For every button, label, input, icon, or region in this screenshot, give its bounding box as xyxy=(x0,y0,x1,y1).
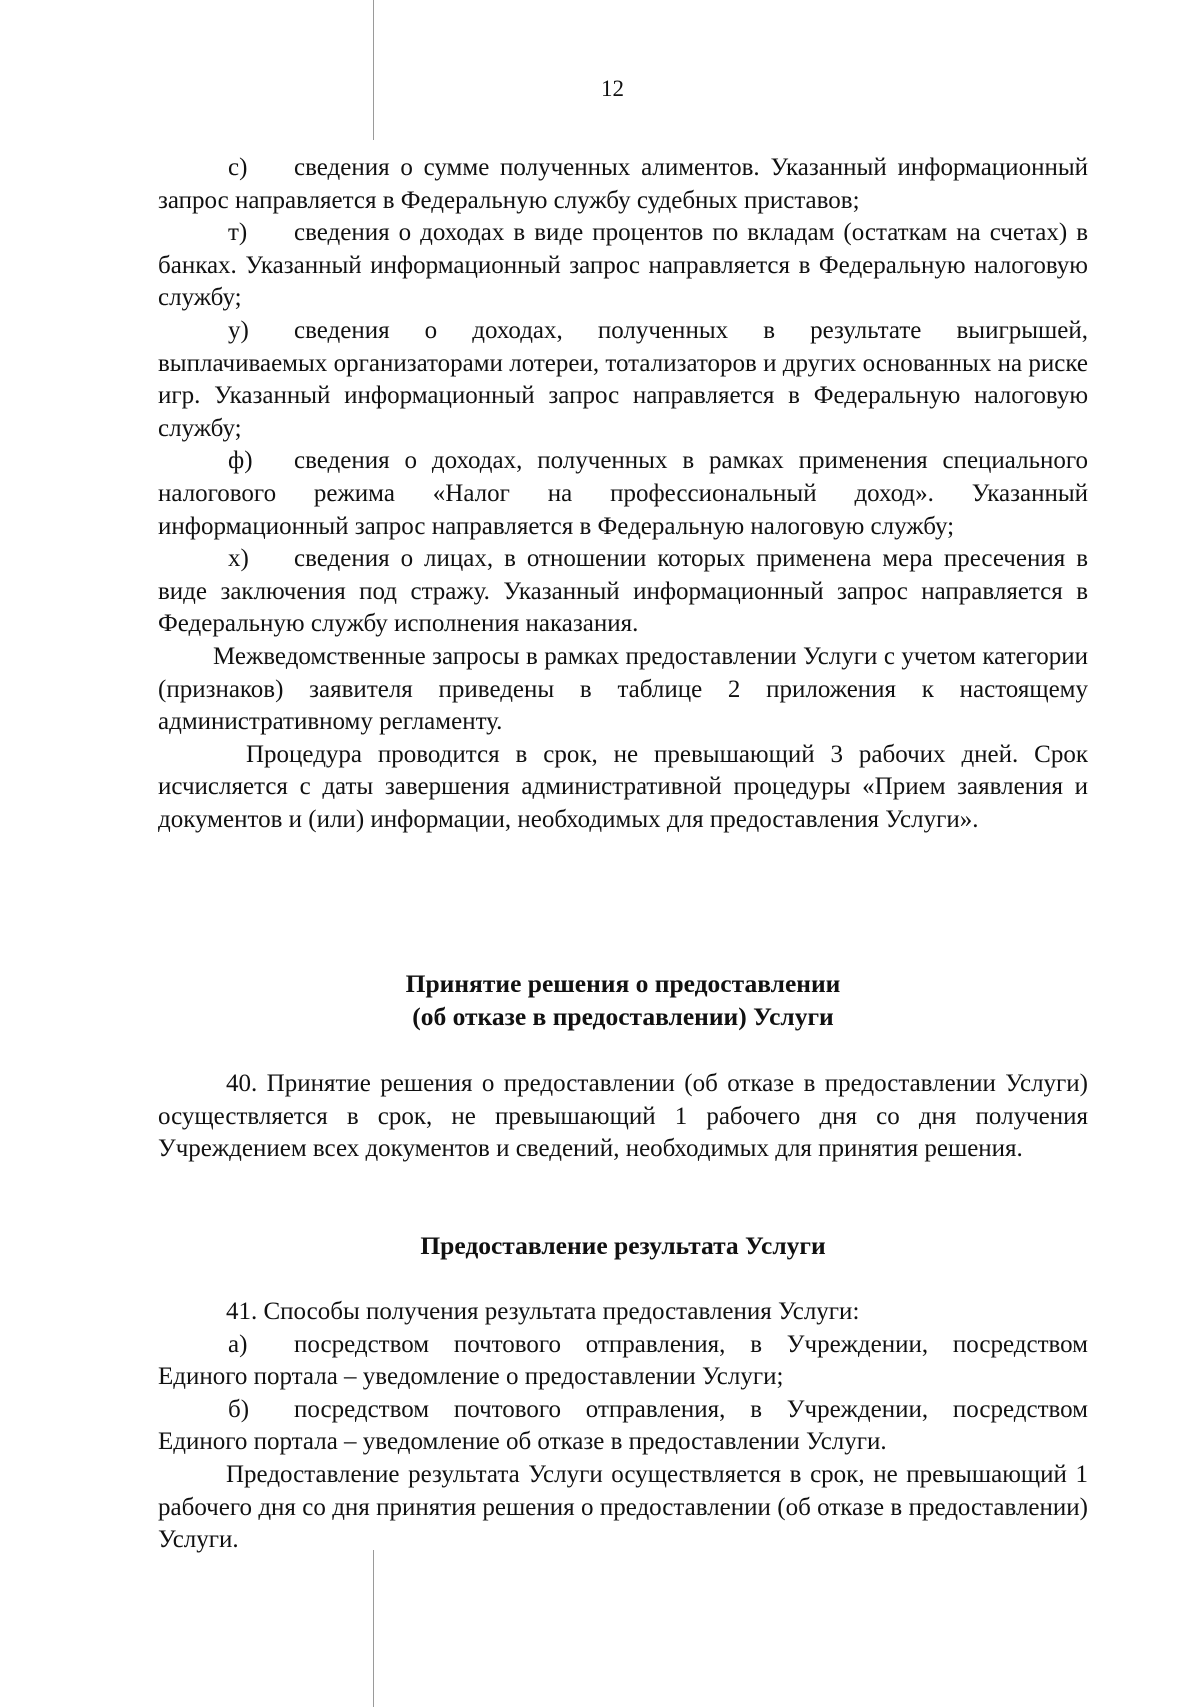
list-item-marker: т) xyxy=(228,219,248,247)
list-block xyxy=(158,152,1088,836)
list-item-marker: у) xyxy=(228,316,249,344)
heading-line: (об отказе в предоставлении) Услуги xyxy=(412,1001,834,1031)
list-item xyxy=(158,445,1088,543)
list-item xyxy=(158,1329,1088,1394)
list-item-text: сведения о доходах, полученных в результате выигрышей, выплачиваемых организаторами лотереи, тотализаторов и других основанных на риске игр. Указанный информационный запрос направляется в Федеральную налоговую службу; xyxy=(158,316,1088,442)
list-item-text: сведения о лицах, в отношении которых применена мера пресечения в виде заключения под стражу. Указанный информационный запрос направляется в Федеральную службу исполнения наказания. xyxy=(158,545,1088,638)
paragraph-procedure-deadline: Процедура проводится в срок, не превышающий 3 рабочих дней. Срок исчисляется с даты завершения административной процедуры «Прием заявления и документов и (или) информации, необходимых для предоставления Услуги». xyxy=(158,740,1088,833)
paragraph-result-deadline: Предоставление результата Услуги осуществляется в срок, не превышающий 1 рабочего дня со дня принятия решения о предоставлении (об отказе в предоставлении) Услуги. xyxy=(158,1460,1088,1554)
list-item-marker: х) xyxy=(228,545,249,573)
list-item-text: посредством почтового отправления, в Учреждении, посредством Единого портала – уведомление об отказе в предоставлении Услуги. xyxy=(158,1395,1088,1456)
section-heading-result: Предоставление результата Услуги xyxy=(420,1231,826,1260)
list-item-text: сведения о доходах, полученных в рамках применения специального налогового режима «Налог на профессиональный доход». Указанный информационный запрос направляется в Федеральную налоговую службу; xyxy=(158,447,1088,540)
list-item xyxy=(158,1394,1088,1459)
list-item xyxy=(158,315,1088,445)
list-item-text: сведения о доходах в виде процентов по вкладам (остаткам на счетах) в банках. Указанный информационный запрос направляется в Федеральную налоговую службу; xyxy=(158,219,1088,312)
list-item-marker: ф) xyxy=(228,447,253,475)
clause-40-block xyxy=(158,1068,1088,1166)
list-item-marker: а) xyxy=(228,1330,248,1358)
list-item-text: посредством почтового отправления, в Учреждении, посредством Единого портала – уведомление о предоставлении Услуги; xyxy=(158,1330,1088,1391)
section-heading-decision xyxy=(158,968,1088,1033)
list-item-marker: б) xyxy=(228,1395,250,1423)
scan-fold-line xyxy=(373,1550,374,1707)
clause-41-block xyxy=(158,1296,1088,1557)
list-item xyxy=(158,217,1088,315)
list-item xyxy=(158,152,1088,217)
heading-line: Принятие решения о предоставлении xyxy=(405,969,841,998)
list-item xyxy=(158,543,1088,641)
list-item-text: сведения о сумме полученных алиментов. Указанный информационный запрос направляется в Федеральную службу судебных приставов; xyxy=(158,154,1088,214)
list-item-marker: с) xyxy=(228,154,248,181)
clause-40: 40. Принятие решения о предоставлении (об отказе в предоставлении Услуги) осуществляется в срок, не превышающий 1 рабочего дня со дня получения Учреждением всех документов и сведений, необходимых для принятия решения. xyxy=(158,1070,1088,1163)
clause-41: 41. Способы получения результата предоставления Услуги: xyxy=(226,1298,860,1325)
scan-fold-line xyxy=(373,0,374,140)
page-number: 12 xyxy=(601,76,624,101)
paragraph-interagency-requests: Межведомственные запросы в рамках предоставлении Услуги с учетом категории (признаков) заявителя приведены в таблице 2 приложения к настоящему административному регламенту. xyxy=(158,642,1088,736)
